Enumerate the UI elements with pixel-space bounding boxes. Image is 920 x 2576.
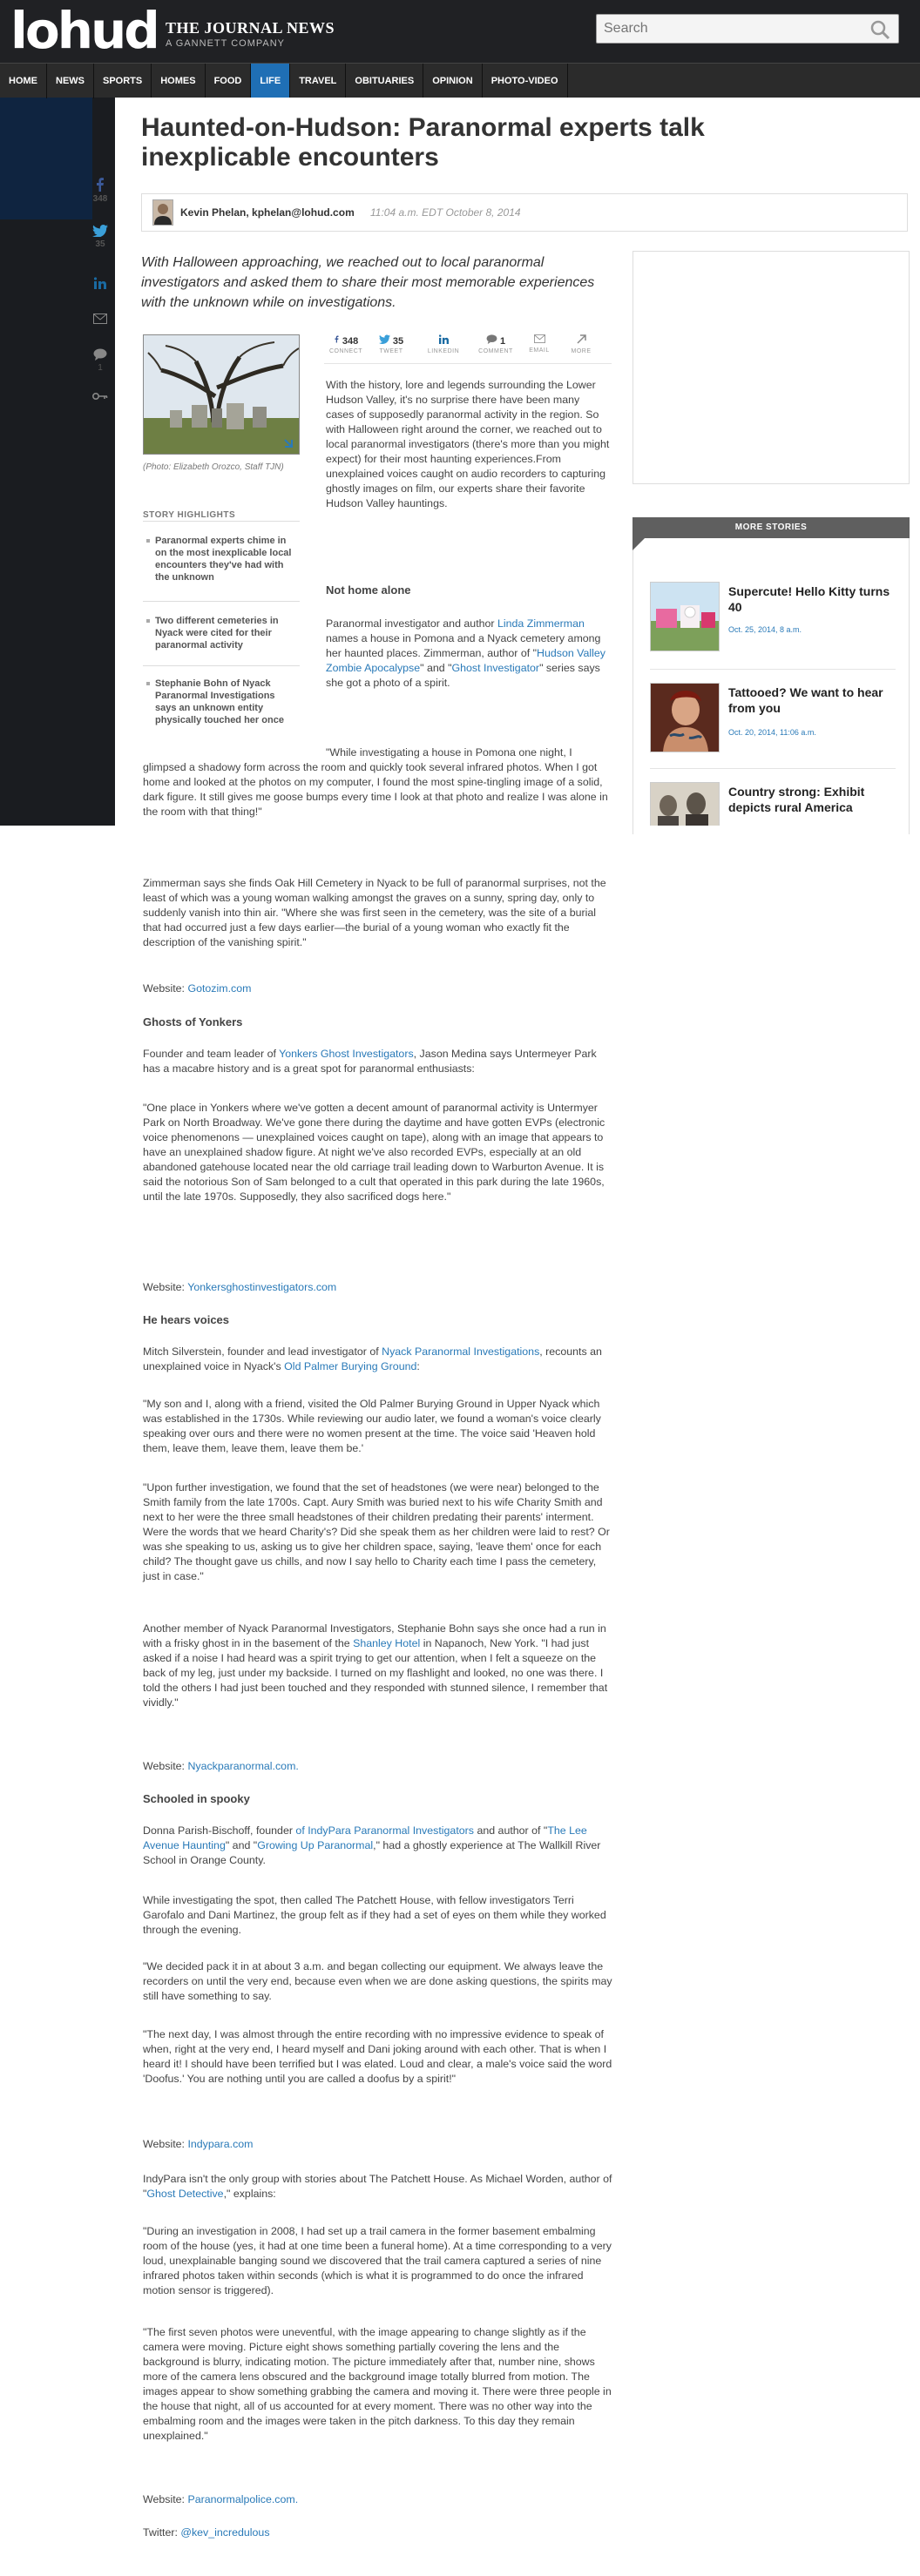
story-title[interactable]: Supercute! Hello Kitty turns 40 — [728, 584, 890, 614]
paragraph: While investigating the spot, then called The Patchett House, with fellow investigators Terri Garofalo and Dani Martinez, the group felt as if they had a set of eyes on them while they worked through the evening. — [143, 1894, 606, 1936]
paragraph: "We decided pack it in at about 3 a.m. and began collecting our equipment. We always leave the recorders on until the very end, because even when we are done asking questions, the spirits may still have something to say. — [143, 1960, 612, 2002]
byline-box — [141, 193, 908, 232]
nav-obituaries[interactable]: OBITUARIES — [346, 64, 423, 98]
website-label: Website: — [143, 1281, 185, 1293]
brand-name: THE JOURNAL NEWS — [166, 19, 335, 37]
website-label: Website: — [143, 2138, 185, 2150]
highlight-item: Stephanie Bohn of Nyack Paranormal Investigations says an unknown entity physically touched her once — [155, 678, 299, 726]
article-intro: With Halloween approaching, we reached out to local paranormal investigators and asked them to share their most memorable experiences with the unknown while on investigations. — [141, 255, 595, 310]
link-ghost-investigator[interactable]: Ghost Investigator — [451, 662, 540, 674]
paragraph: "The first seven photos were uneventful, with the image appearing to change slightly as if the camera were moving. Picture eight shows something partially covering the lens and the background is blurry, indicating motion. The picture immediately after that, number nine, shows more of the camera lens obscured and the background image totally blurred from motion. The images appear to show something grabbing the camera and moving it. There were three people in the house that night, all of us accounted for at every moment. There was no other way into the embalming room and the images were taken in the pitch darkness. To this day they remain unexplained." — [143, 2326, 612, 2442]
paragraph — [143, 1824, 613, 1868]
paragraph-text: " series says she got a photo of a spirit. — [326, 662, 600, 689]
story-date: Oct. 20, 2014, 11:06 a.m. — [728, 728, 816, 737]
author-photo-icon — [153, 200, 172, 225]
section-heading: Not home alone — [326, 583, 411, 597]
comment-icon — [93, 348, 107, 361]
twitter-line — [143, 2525, 613, 2540]
paragraph-text: in Napanoch, New York. "I had just asked if a noise I had heard was a spirit trying to get our attention, when I felt a squeeze on the back of my leg, just under my backside. I turned on my flashlight and looked, no one was there. I told the others I had just been touched and they responded with stunned silence, I remember that vividly." — [143, 1637, 608, 1709]
paragraph — [143, 1345, 613, 1374]
paragraph: "The next day, I was almost through the entire recording with no impressive evidence to speak of when, right at the very end, I heard myself and Dani joking around with each other. That is when I heard it! I should have been terrified but I was elated. Loud and clear, a male's voice said the word 'Doofus.' You are nothing until you are called a doofus by a spirit!" — [143, 2028, 612, 2085]
link-yonkersghostinvestigators[interactable]: Yonkersghostinvestigators.com — [187, 1281, 337, 1293]
rail-comment-count: 1 — [98, 363, 103, 373]
paragraph-text: Donna Parish-Bischoff, founder — [143, 1824, 293, 1837]
main-nav — [0, 63, 920, 98]
paragraph: Zimmerman says she finds Oak Hill Cemetery in Nyack to be full of paranormal surprises, not the least of which was a young woman walking amongst the graves on a sunny, spring day, only to suddenly vanish into thin air. "Where she was first seen in the cemetery, was the site of a burial that had occurred just a few days earlier—the burial of a young woman who exactly fit the description of the vanishing spirit." — [143, 877, 606, 948]
section-heading: He hears voices — [143, 1313, 230, 1326]
email-icon — [534, 334, 545, 343]
paragraph-text: and author of " — [477, 1824, 548, 1837]
cemetery-photo-icon — [144, 335, 300, 455]
paragraph — [143, 1622, 613, 1710]
nav-sports[interactable]: SPORTS — [94, 64, 152, 98]
highlights-divider — [143, 665, 300, 666]
twitter-icon — [92, 225, 108, 237]
section-heading: Ghosts of Yonkers — [143, 1015, 243, 1028]
nav-homes[interactable]: HOMES — [152, 64, 205, 98]
more-stories-fold — [632, 538, 645, 550]
paragraph: "One place in Yonkers where we've gotten a decent amount of paranormal activity is Untermyer Park on North Broadway. We've gone there during the daytime and have gotten EVPs (electronic voice phenomenons — unexplained voices caught on tape), along with an image that appears to have an unexplained shadow figure. At night we've also recorded EVPs, especially at an old abandoned gatehouse located near the old carriage trail leading down to Warburton Avenue. It is said the notorious Son of Sam belonged to a cult that operated in this park during the late 1960s, until the late 1970s. Supposedly, they also sacrificed dogs here." — [143, 1102, 605, 1203]
paragraph: With the history, lore and legends surrounding the Lower Hudson Valley, it's no surprise there have been many cases of supposedly paranormal activity in the region. So with Halloween right around the corner, we reached out to local paranormal investigators (there's more than you might expect) for their most haunting experiences.From unexplained voices caught on audio recorders to capturing ghostly images on film, our experts share their favorite Hudson Valley hauntings. — [326, 379, 610, 509]
byline[interactable]: Kevin Phelan, kphelan@lohud.com — [180, 206, 355, 219]
section-heading: Schooled in spooky — [143, 1792, 250, 1805]
link-indypara-investigators[interactable]: of IndyPara Paranormal Investigators — [295, 1824, 474, 1837]
rail-facebook-count: 348 — [92, 194, 108, 204]
rural-america-photo-icon — [651, 783, 719, 826]
twitter-icon — [379, 334, 390, 344]
link-linda-zimmerman[interactable]: Linda Zimmerman — [497, 617, 585, 630]
story-divider — [650, 768, 896, 769]
author-avatar[interactable] — [152, 199, 173, 226]
rail-comment[interactable] — [87, 348, 113, 373]
share-connect[interactable] — [324, 334, 368, 354]
story-title[interactable]: Country strong: Exhibit depicts rural America — [728, 785, 865, 814]
story-divider — [650, 669, 896, 670]
ad-slot[interactable] — [632, 251, 910, 484]
story-card[interactable] — [650, 582, 903, 651]
paragraph-text: , Jason Medina says Untermeyer Park has a macabre history and is a great spot for paranormal enthusiasts: — [143, 1048, 597, 1075]
site-header — [0, 0, 920, 63]
website-label: Website: — [143, 2493, 185, 2505]
share-comment-label: COMMENT — [478, 348, 513, 354]
search-icon[interactable] — [869, 18, 891, 41]
share-more-label: MORE — [571, 348, 592, 354]
brand-subtitle: A GANNETT COMPANY — [166, 38, 286, 49]
link-lee-avenue-haunting[interactable]: The Lee Avenue Haunting — [143, 1824, 587, 1851]
facebook-icon — [94, 178, 106, 192]
nav-photo-video[interactable]: PHOTO-VIDEO — [483, 64, 568, 98]
hello-kitty-photo-icon — [651, 583, 719, 651]
share-tweet-label: TWEET — [379, 348, 403, 354]
highlight-item: Paranormal experts chime in on the most inexplicable local encounters they've had with the unknown — [155, 535, 299, 583]
share-email-label: EMAIL — [529, 347, 550, 354]
rail-twitter[interactable] — [87, 225, 113, 249]
paragraph-text: names a house in Pomona and a Nyack cemetery among her haunted places. Zimmerman, author of " — [326, 632, 601, 659]
website-label: Website: — [143, 1760, 185, 1772]
rail-linkedin[interactable] — [87, 277, 113, 292]
email-icon — [93, 314, 107, 324]
nav-food[interactable]: FOOD — [206, 64, 252, 98]
photo-caption: (Photo: Elizabeth Orozco, Staff TJN) — [143, 462, 284, 472]
link-twitter-handle[interactable]: @kev_incredulous — [180, 2526, 270, 2539]
share-email[interactable] — [518, 334, 561, 354]
rail-email[interactable] — [87, 314, 113, 327]
paragraph — [143, 2172, 613, 2202]
highlight-item: Two different cemeteries in Nyack were cited for their paranormal activity — [155, 615, 299, 651]
paragraph-text: Another member of Nyack Paranormal Investigators, Stephanie Bohn says she once had a run in with a frisky ghost in in the basement of the — [143, 1622, 606, 1649]
share-connect-count: 348 — [342, 336, 359, 347]
linkedin-icon — [439, 334, 449, 344]
paragraph-text: Mitch Silverstein, founder and lead investigator of — [143, 1345, 379, 1358]
share-more[interactable] — [559, 334, 603, 354]
story-date: Oct. 25, 2014, 8 a.m. — [728, 625, 802, 634]
paragraph: "During an investigation in 2008, I had set up a trail camera in the former basement embalming room of the house (yes, it had at one time been a funeral home). At a time corresponding to a very loud, unexplainable banging sound we discovered that the trail camera captured a series of nine infrared photos taken within seconds (which is what it is programmed to do once the infrared motion sensor is triggered). — [143, 2225, 612, 2296]
share-comment[interactable] — [474, 334, 518, 354]
link-nyackparanormal[interactable]: Nyackparanormal.com. — [187, 1760, 299, 1772]
paragraph — [143, 1047, 613, 1076]
website-line — [143, 1280, 613, 1295]
timestamp: 11:04 a.m. EDT October 8, 2014 — [370, 206, 521, 219]
story-thumbnail[interactable] — [650, 582, 720, 651]
highlights-divider — [143, 601, 300, 602]
share-comment-count: 1 — [499, 336, 506, 347]
website-label: Website: — [143, 982, 185, 995]
link-nyack-paranormal-investigations[interactable]: Nyack Paranormal Investigations — [382, 1345, 540, 1358]
highlights-divider — [143, 521, 300, 522]
share-tweet-count: 35 — [392, 336, 404, 347]
tattoo-photo-icon — [651, 684, 719, 752]
share-linkedin-label: LINKEDIN — [427, 348, 460, 354]
story-thumbnail[interactable] — [650, 782, 720, 826]
paragraph — [326, 617, 610, 691]
link-yonkers-ghost-investigators[interactable]: Yonkers Ghost Investigators — [279, 1048, 414, 1060]
rail-twitter-count: 35 — [95, 239, 105, 249]
paragraph-text: " and " — [420, 662, 452, 674]
paragraph: "While investigating a house in Pomona one night, I glimpsed a shadowy form across the room and quickly took several infrared photos. When I got home and looked at the photos on my computer, I found the most spine-tingling image of a solid, dark figure. It still gives me goose bumps every time I look at that photo and realize I was alone in the room with that thing!" — [143, 746, 608, 818]
paragraph: "My son and I, along with a friend, visited the Old Palmer Burying Ground in Upper Nyack which was established in the 1730s. While reviewing our audio later, we found a woman's voice clearly speaking over ours and there were no women present at the time. The voice said 'Heaven hold them, leave them, leave them, leave them be.' — [143, 1398, 601, 1454]
share-linkedin[interactable] — [422, 334, 465, 354]
paragraph-text: ," had a ghostly experience at The Wallkill River School in Orange County. — [143, 1839, 601, 1866]
link-indypara[interactable]: Indypara.com — [187, 2138, 254, 2150]
share-connect-label: CONNECT — [328, 348, 363, 354]
story-thumbnail[interactable] — [650, 683, 720, 752]
twitter-label: Twitter: — [143, 2526, 178, 2539]
paragraph-text: " and " — [225, 1839, 258, 1851]
search-input[interactable] — [597, 15, 858, 43]
paragraph-text: Founder and team leader of — [143, 1048, 276, 1060]
rail-more[interactable] — [87, 392, 113, 403]
facebook-icon — [334, 334, 340, 344]
paragraph-text: IndyPara isn't the only group with stories about The Patchett House. As Michael Worden, author of " — [143, 2173, 612, 2200]
nav-life[interactable]: LIFE — [251, 64, 290, 98]
website-line — [143, 981, 613, 996]
link-ghost-detective[interactable]: Ghost Detective — [146, 2188, 224, 2200]
more-stories-heading: MORE STORIES — [632, 517, 910, 538]
rail-facebook[interactable] — [87, 178, 113, 204]
website-line — [143, 2137, 613, 2152]
link-old-palmer-burying-ground[interactable]: Old Palmer Burying Ground — [284, 1360, 417, 1372]
paragraph-text: : — [416, 1360, 420, 1372]
article-title: Haunted-on-Hudson: Paranormal experts talk inexplicable encounters — [141, 113, 705, 172]
paragraph-text: Paranormal investigator and author — [326, 617, 495, 630]
nav-travel[interactable]: TRAVEL — [290, 64, 346, 98]
paragraph-text: , recounts an unexplained voice in Nyack's — [143, 1345, 602, 1372]
link-shanley-hotel[interactable]: Shanley Hotel — [353, 1637, 421, 1649]
nav-news[interactable]: NEWS — [47, 64, 94, 98]
more-icon — [577, 334, 586, 344]
link-zombie-apocalypse[interactable]: Hudson Valley Zombie Apocalypse — [326, 647, 605, 674]
site-logo[interactable]: lohud — [10, 1, 158, 60]
story-card[interactable] — [650, 683, 903, 752]
website-line — [143, 1759, 613, 1774]
comment-icon — [486, 334, 497, 344]
link-gotozim[interactable]: Gotozim.com — [187, 982, 252, 995]
share-tweet[interactable] — [369, 334, 413, 354]
story-highlights-heading: STORY HIGHLIGHTS — [143, 510, 236, 520]
article-photo[interactable] — [143, 334, 300, 455]
nav-opinion[interactable]: OPINION — [423, 64, 482, 98]
search-box[interactable] — [596, 14, 899, 44]
link-growing-up-paranormal[interactable]: Growing Up Paranormal — [257, 1839, 374, 1851]
nav-home[interactable]: HOME — [0, 64, 47, 98]
story-card[interactable] — [650, 782, 903, 826]
story-title[interactable]: Tattooed? We want to hear from you — [728, 685, 883, 715]
linkedin-icon — [94, 277, 106, 289]
inline-share-bar — [324, 334, 612, 364]
page-background-accent — [0, 98, 92, 219]
paragraph: "Upon further investigation, we found that the set of headstones (we were near) belonged to the Smith family from the late 1700s. Capt. Aury Smith was buried next to his wife Charity Smith and next to her were the three small headstones of their children predating their parents' interment. Were the words that we heard Charity's? Did she speak them as her children were laid to rest? Or was she speaking to us, asking us to give her children space, saying, 'leave them' once for each child? The thought gave us chills, and now I say hello to Charity each time I pass the cemetery, just in case." — [143, 1481, 610, 1582]
paragraph-text: ," explains: — [223, 2188, 276, 2200]
link-paranormalpolice[interactable]: Paranormalpolice.com. — [187, 2493, 299, 2505]
website-line — [143, 2492, 613, 2507]
key-icon — [92, 392, 108, 401]
